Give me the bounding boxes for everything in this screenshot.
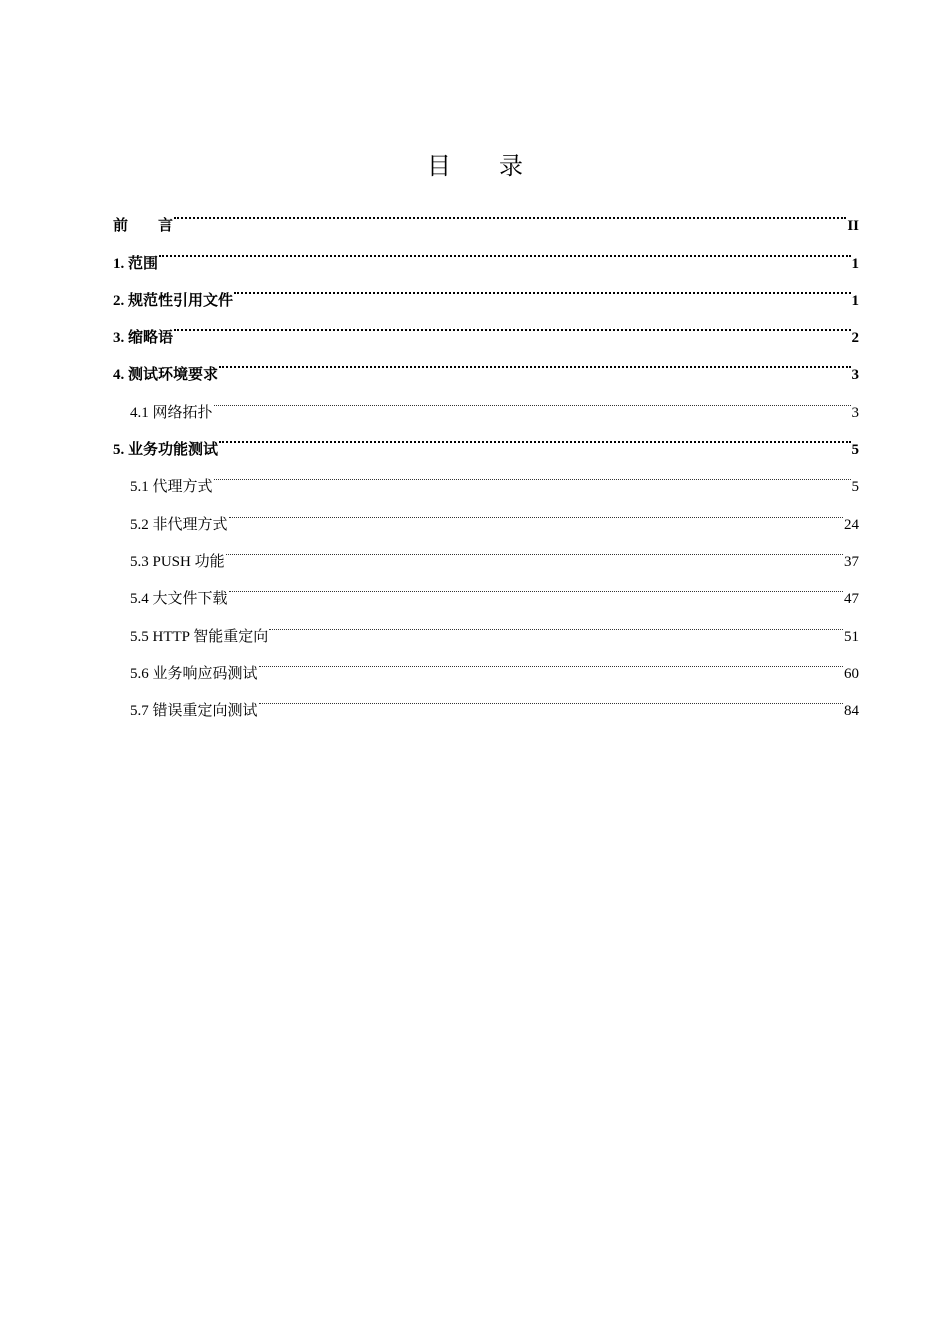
toc-dot-leader xyxy=(229,491,843,528)
toc-entry-scope[interactable] xyxy=(113,230,859,272)
toc-entry-page: 60 xyxy=(844,665,859,682)
toc-entry-preface[interactable] xyxy=(113,193,859,235)
toc-dot-leader xyxy=(174,305,850,342)
toc-entry-label: 2. 规范性引用文件 xyxy=(113,292,234,309)
toc-entry-page: 51 xyxy=(844,628,859,645)
toc-list xyxy=(113,193,859,720)
toc-entry-page: 5 xyxy=(851,442,859,459)
toc-entry-page: 3 xyxy=(851,404,859,421)
toc-entry-page: 3 xyxy=(851,367,859,384)
toc-entry-label: 4.1 网络拓扑 xyxy=(130,404,213,421)
toc-entry-non-proxy-mode[interactable] xyxy=(113,491,859,533)
toc-dot-leader xyxy=(226,529,843,566)
toc-entry-label: 5.1 代理方式 xyxy=(130,479,213,496)
toc-entry-page: II xyxy=(847,218,859,235)
toc-dot-leader xyxy=(229,566,843,603)
toc-entry-label: 前 言 xyxy=(113,218,174,235)
toc-entry-label: 1. 范围 xyxy=(113,255,159,272)
toc-entry-label: 5.2 非代理方式 xyxy=(130,516,228,533)
toc-entry-label: 3. 缩略语 xyxy=(113,330,174,347)
toc-entry-label: 5. 业务功能测试 xyxy=(113,442,219,459)
toc-entry-page: 47 xyxy=(844,591,859,608)
toc-dot-leader xyxy=(259,641,843,678)
toc-entry-page: 24 xyxy=(844,516,859,533)
toc-dot-leader xyxy=(214,379,851,416)
toc-dot-leader xyxy=(269,603,843,640)
toc-dot-leader xyxy=(219,417,850,454)
toc-entry-label: 5.7 错误重定向测试 xyxy=(130,703,258,720)
toc-dot-leader xyxy=(174,193,846,230)
toc-entry-page: 84 xyxy=(844,703,859,720)
toc-entry-label: 5.3 PUSH 功能 xyxy=(130,553,225,570)
toc-entry-label: 4. 测试环境要求 xyxy=(113,367,219,384)
toc-entry-page: 1 xyxy=(851,292,859,309)
toc-entry-proxy-mode[interactable] xyxy=(113,454,859,496)
toc-entry-functional-test[interactable] xyxy=(113,417,859,459)
toc-entry-page: 1 xyxy=(851,255,859,272)
toc-entry-page: 37 xyxy=(844,553,859,570)
toc-dot-leader xyxy=(159,230,850,267)
toc-dot-leader xyxy=(219,342,850,379)
toc-dot-leader xyxy=(214,454,851,491)
toc-dot-leader xyxy=(234,268,850,305)
toc-entry-page: 5 xyxy=(851,479,859,496)
toc-entry-label: 5.6 业务响应码测试 xyxy=(130,665,258,682)
toc-entry-normative-references[interactable] xyxy=(113,268,859,309)
toc-entry-page: 2 xyxy=(851,330,859,347)
toc-entry-label: 5.4 大文件下载 xyxy=(130,591,228,608)
toc-dot-leader xyxy=(259,678,843,715)
toc-entry-label: 5.5 HTTP 智能重定向 xyxy=(130,628,269,645)
toc-entry-network-topology[interactable] xyxy=(113,379,859,421)
toc-entry-push-function[interactable] xyxy=(113,529,859,570)
toc-entry-abbreviations[interactable] xyxy=(113,305,859,347)
toc-entry-test-environment[interactable] xyxy=(113,342,859,384)
toc-title: 目 录 xyxy=(427,152,523,180)
toc-entry-large-file-download[interactable] xyxy=(113,566,859,608)
